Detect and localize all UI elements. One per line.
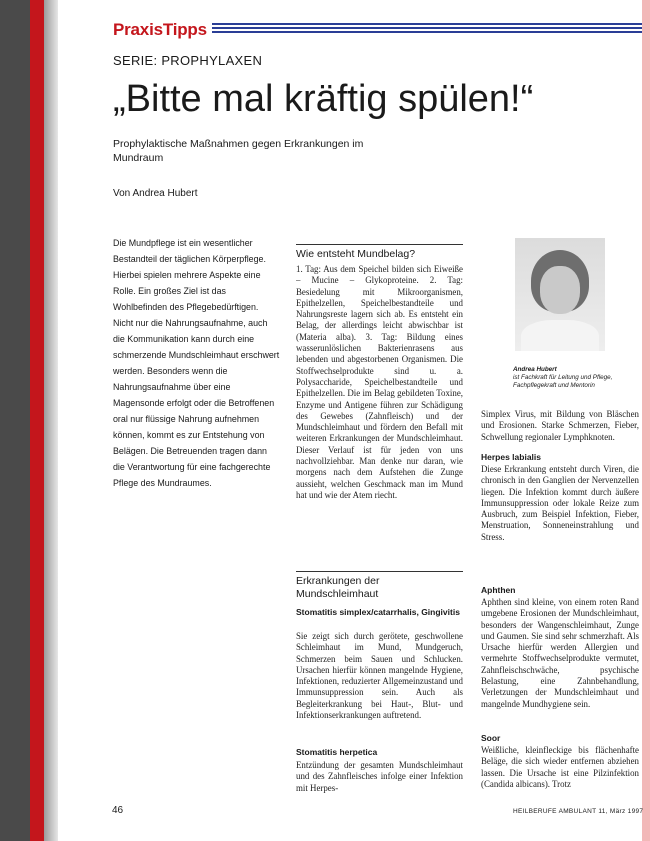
photo-caption (513, 366, 623, 390)
binding-spine (0, 0, 30, 841)
body-continued: Simplex Virus, mit Bildung von Bläschen und Erosionen. Starke Schmerzen, Fieber, Schwellung regionaler Lymphknoten. (481, 409, 639, 442)
author-photo (515, 238, 605, 351)
page-subtitle: Prophylaktische Maßnahmen gegen Erkrankungen im Mundraum (113, 138, 364, 164)
subheading-herpes-labialis: Herpes labialis (481, 452, 542, 462)
caption-name: Andrea Hubert (513, 366, 557, 373)
subheading-soor: Soor (481, 733, 501, 743)
subheading-stomatitis-simplex: Stomatitis simplex/catarrhalis, Gingivitis (296, 607, 460, 617)
series-label: SERIE: PROPHYLAXEN (113, 53, 263, 68)
body-soor: Weißliche, kleinfleckige bis flächenhafte Beläge, die sich wieder entfernen abziehen lassen. Die Ursache ist eine Pilzinfektion (Candida albicans). Trotz (481, 745, 639, 789)
body-stomatitis-herpetica: Entzündung der gesamten Mundschleimhaut und des Zahnfleisches infolge einer Infektion mit Herpes- (296, 760, 463, 793)
page-gutter-shadow (44, 0, 58, 841)
subheading-stomatitis-herpetica: Stomatitis herpetica (296, 747, 378, 757)
section-body-mundbelag: 1. Tag: Aus dem Speichel bilden sich Eiweiße – Mucine – Glykoproteine. 2. Tag: Besiedelung mit Mikroorganismen, Epithelzellen, Speichelbestandteile und Nahrungsreste lagern sich ab. Es entsteht ein Belag, der allerdings leicht abwischbar ist (Materia alba). 3. Tag: Bildung eines wasserunlöslichen Bakterienrasens aus lebenden und abgestorbenen Organismen. Die Stoffwechselprodukte sind u. a. Polysaccharide, Speichelbestandteile und Epithelzellen. Die im Belag gebildeten Toxine, Enzyme und Antigene führen zur Schädigung des Gewebes (Zahnfleisch) und der Mundschleimhaut und fördern den Befall mit weiteren Erkrankungen der Mundschleimhaut. Dieser Verlauf ist für jeden von uns nachvollziehbar. Man denke nur daran, wie morgens nach dem Aufstehen die Zunge aussieht, welchen Geschmack man im Mund hat und wie der Atem riecht. (296, 264, 463, 500)
brand-logo: PraxisTipps (113, 20, 207, 39)
brand-rule (212, 23, 642, 36)
body-herpes-labialis: Diese Erkrankung entsteht durch Viren, die chronisch in den Ganglien der Nervenzellen liegen. Die Infektion kommt durch äußere Immunsuppression oder lokale Reize zum Ausbruch, zum Beispiel Infektion, Fieber, Menstruation, Sonneneinstrahlung und Stress. (481, 464, 639, 542)
journal-footer: HEILBERUFE AMBULANT 11, März 1997 (513, 808, 644, 815)
subheading-aphthen: Aphthen (481, 585, 516, 595)
intro-paragraph: Die Mundpflege ist ein wesentlicher Bestandteil der täglichen Körperpflege. Hierbei spielen mehrere Aspekte eine Rolle. Ein großes Ziel ist das Wohlbefinden des Pflegebedürftigen. Nicht nur die Nahrungsaufnahme, auch die Kommunikation kann durch eine schmerzende Mundschleimhaut erschwert werden. Besonders wenn die Nahrungsaufnahme über eine Magensonde erfolgt oder die Betroffenen oral nur flüssige Nahrung aufnehmen können, kommt es zur Entstehung von Belägen. Die Betreuenden tragen dann die Verantwortung für eine fachgerechte Pflege des Mundraumes. (113, 238, 280, 488)
right-edge-strip (642, 0, 650, 841)
body-stomatitis-simplex: Sie zeigt sich durch gerötete, geschwollene Schleimhaut im Mund, Mundgeruch, Schmerzen beim Sauen und Schlucken. Ursachen hierfür können mangelnde Hygiene, Infektionen, reduzierter Allgemeinzustand und Immunsuppression sein. Auch als Begleiterkrankung bei Haut-, Blut- und Infektionserkrankungen auftretend. (296, 631, 463, 721)
section-heading-erkrankungen: Erkrankungen der Mundschleimhaut (296, 571, 463, 601)
red-edge-strip (30, 0, 44, 841)
byline: Von Andrea Hubert (113, 188, 198, 199)
caption-text: ist Fachkraft für Leitung und Pflege, Fachpflegekraft und Mentorin (513, 374, 613, 389)
section-heading-mundbelag: Wie entsteht Mundbelag? (296, 244, 463, 261)
page-number: 46 (112, 805, 124, 816)
body-aphthen: Aphthen sind kleine, von einem roten Rand umgebene Erosionen der Mundschleimhaut, besonders der Wangenschleimhaut, Zunge und Gaumen. Sie sind sehr schmerzhaft. Als Ursache hierfür werden Allergien und vermehrte Stoffwechselprodukte vermutet, Zahnfleischschwäche, psychische Belastung, eine Zahnbehandlung, Verletzungen der Mundschleimhaut und mangelnde Mundhygiene sein. (481, 597, 639, 709)
page-title: „Bitte mal kräftig spülen!“ (113, 78, 534, 120)
